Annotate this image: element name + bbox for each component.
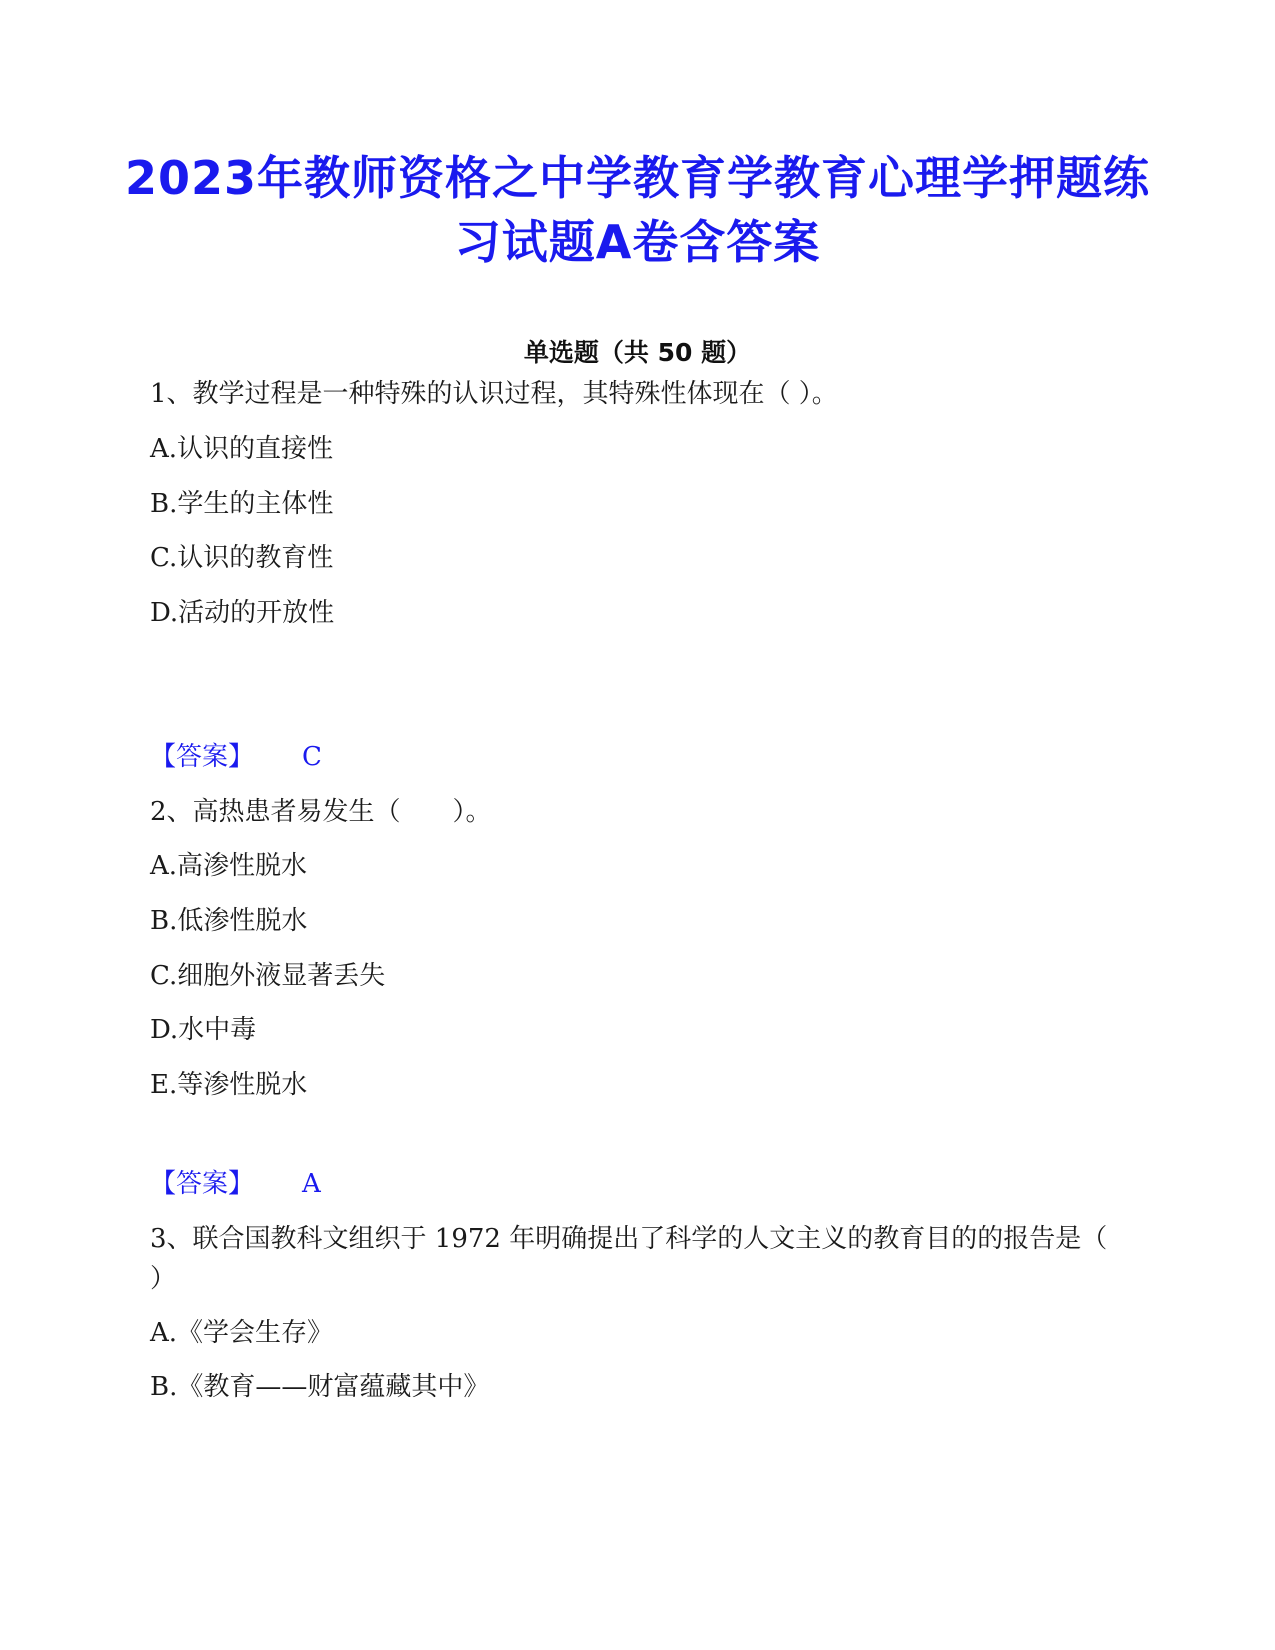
answer-value: C	[302, 742, 322, 772]
question-2-answer	[150, 1167, 321, 1201]
question-2-option-e: E.等渗性脱水	[150, 1070, 308, 1100]
question-3-option-b: B.《教育——财富蕴藏其中》	[150, 1372, 490, 1402]
question-1-option-c: C.认识的教育性	[150, 543, 334, 573]
question-1-option-a: A.认识的直接性	[150, 434, 334, 464]
section-heading: 单选题（共 50 题）	[523, 338, 752, 367]
question-3-text: 3、联合国教科文组织于 1972 年明确提出了科学的人文主义的教育目的的报告是（ ）	[150, 1224, 1108, 1294]
question-2-text: 2、高热患者易发生（ ）。	[150, 797, 492, 827]
question-1-option-d: D.活动的开放性	[150, 598, 335, 628]
question-2-option-d: D.水中毒	[150, 1015, 257, 1045]
question-2-option-b: B.低渗性脱水	[150, 906, 308, 936]
answer-label: 【答案】	[150, 742, 255, 772]
question-1-option-b: B.学生的主体性	[150, 489, 334, 519]
answer-label: 【答案】	[150, 1169, 255, 1199]
page-title: 2023年教师资格之中学教育学教育心理学押题练习试题A卷含答案	[124, 151, 1151, 269]
question-1-answer	[150, 740, 322, 774]
question-3-option-a: A.《学会生存》	[150, 1318, 334, 1348]
question-2-option-c: C.细胞外液显著丢失	[150, 961, 386, 991]
question-1-text: 1、教学过程是一种特殊的认识过程，其特殊性体现在（ ）。	[150, 379, 838, 409]
question-2-option-a: A.高渗性脱水	[150, 851, 308, 881]
answer-value: A	[302, 1169, 321, 1199]
